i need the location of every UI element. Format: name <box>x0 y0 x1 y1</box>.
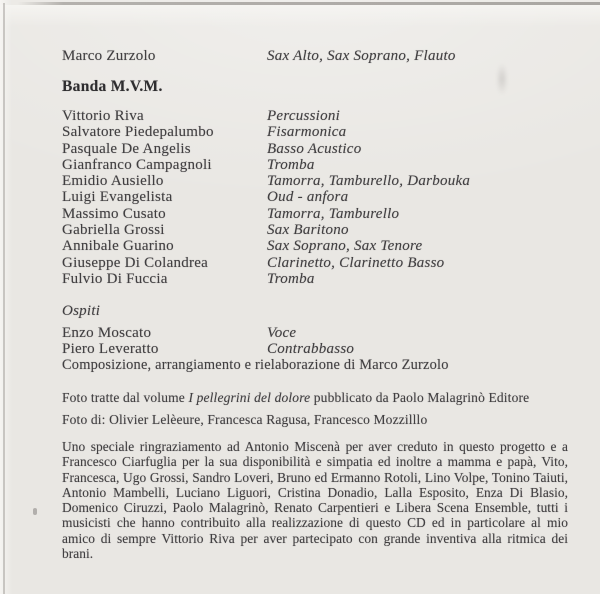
member-row <box>62 157 574 173</box>
member-row <box>62 108 574 124</box>
member-row <box>62 238 574 254</box>
member-name: Gabriella Grossi <box>62 222 165 239</box>
member-name: Salvatore Piedepalumbo <box>62 124 214 141</box>
leader-name: Marco Zurzolo <box>62 48 156 64</box>
guests-heading: Ospiti <box>62 303 101 319</box>
leader-credit-row <box>62 48 574 65</box>
band-heading: Banda M.V.M. <box>62 78 163 95</box>
scan-top-edge-fade <box>0 5 600 27</box>
photo-volume-title: I pellegrini del dolore <box>188 390 311 405</box>
member-instruments: Sax Baritono <box>267 222 349 239</box>
photographers-line: Foto di: Olivier Lelèeure, Francesca Ragusa, Francesco Mozzilllo <box>62 412 428 427</box>
member-row <box>62 271 574 287</box>
member-row <box>62 189 574 205</box>
member-row <box>62 255 574 271</box>
member-instruments: Tamorra, Tamburello, Darbouka <box>267 173 471 190</box>
photo-volume-prefix: Foto tratte dal volume <box>62 390 189 405</box>
member-name: Gianfranco Campagnoli <box>62 156 212 173</box>
member-instruments: Percussioni <box>267 108 341 124</box>
member-instruments: Fisarmonica <box>267 124 347 141</box>
member-name: Giuseppe Di Colandrea <box>62 254 209 271</box>
member-name: Massimo Cusato <box>62 205 166 222</box>
guest-name: Piero Leveratto <box>62 341 159 358</box>
photo-volume-line <box>62 390 529 406</box>
member-name: Fulvio Di Fuccia <box>62 270 168 287</box>
member-instruments: Tamorra, Tamburello <box>267 205 400 222</box>
composition-credit-line: Composizione, arrangiamento e rielaborazione di Marco Zurzolo <box>62 357 449 373</box>
member-instruments: Tromba <box>267 270 315 287</box>
scan-left-edge-highlight <box>0 0 12 594</box>
member-name: Pasquale De Angelis <box>62 140 191 157</box>
member-row <box>62 141 574 157</box>
member-instruments: Sax Soprano, Sax Tenore <box>267 238 423 255</box>
member-row <box>62 206 574 222</box>
member-instruments: Tromba <box>267 156 315 173</box>
scan-speck-artifact <box>33 508 37 515</box>
member-row <box>62 173 574 189</box>
guest-row <box>62 341 574 357</box>
member-instruments: Clarinetto, Clarinetto Basso <box>267 254 445 271</box>
guests-list <box>62 325 574 357</box>
member-name: Emidio Ausiello <box>62 173 164 190</box>
photo-volume-suffix: pubblicato da Paolo Malagrinò Editore <box>310 390 530 405</box>
guest-instruments: Contrabbasso <box>267 341 355 358</box>
member-name: Luigi Evangelista <box>62 189 173 206</box>
member-row <box>62 124 574 140</box>
acknowledgement-paragraph: Uno speciale ringraziamento ad Antonio Miscenà per aver creduto in questo progetto e a Francesco Ciarfuglia per la sua disponibilità e simpatia ed inoltre a mamma e papà, Vito, Francesca, Ugo Grossi, Sandro Loveri, Bruno ed Ermanno Rotoli, Lino Volpe, Tonino Taiuti, Antonio Mambelli, Luciano Liguori, Cristina Donadio, Lalla Esposito, Enza Di Blasio, Domenico Ciruzzi, Paolo Malagrinò, Renato Carpentieri e Libera Scena Ensemble, tutti i musicisti che hanno contribuito alla realizzazione di questo CD ed in particolare al mio amico di sempre Vittorio Riva per aver partecipato con grande inventiva alla ritmica dei brani. <box>62 439 568 562</box>
member-instruments: Basso Acustico <box>267 140 362 157</box>
band-members-list <box>62 108 574 287</box>
member-name: Vittorio Riva <box>62 108 144 124</box>
guest-instruments: Voce <box>267 325 297 341</box>
scan-left-edge-line <box>3 3 5 594</box>
member-row <box>62 222 574 238</box>
member-name: Annibale Guarino <box>62 238 174 255</box>
leader-instruments: Sax Alto, Sax Soprano, Flauto <box>267 48 456 64</box>
guest-name: Enzo Moscato <box>62 325 152 341</box>
guest-row <box>62 325 574 341</box>
member-instruments: Oud - anfora <box>267 189 349 206</box>
